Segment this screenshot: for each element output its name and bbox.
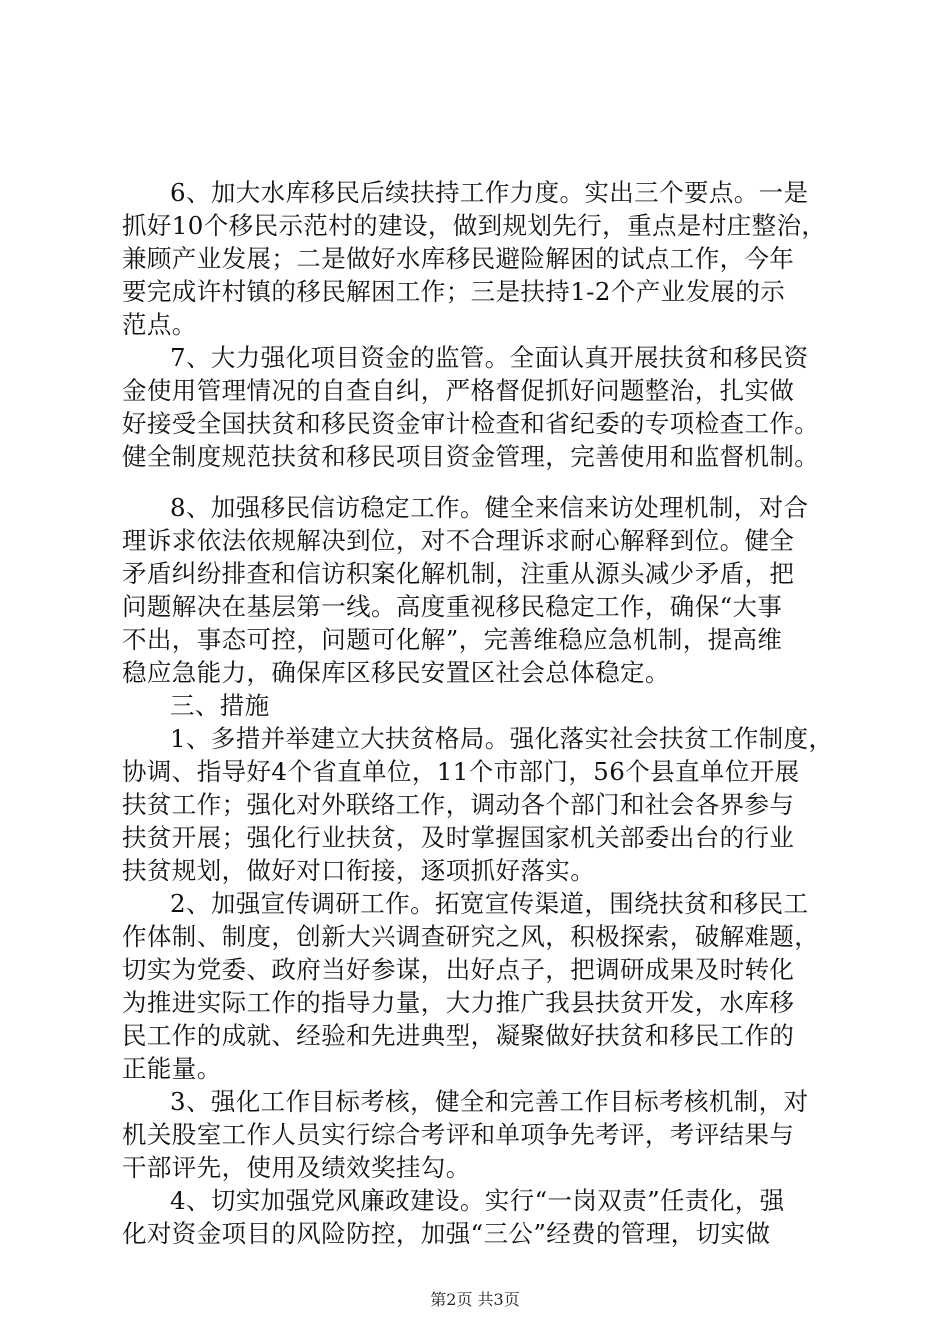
paragraph-line: 要完成许村镇的移民解困工作；三是扶持1-2个产业发展的示: [122, 277, 786, 306]
paragraph-line: 稳应急能力，确保库区移民安置区社会总体稳定。: [122, 658, 670, 687]
paragraph-line: 扶贫规划，做好对口衔接，逐项抓好落实。: [122, 856, 596, 885]
paragraph-line: 兼顾产业发展；二是做好水库移民避险解困的试点工作，今年: [122, 244, 795, 273]
paragraph-line: 健全制度规范扶贫和移民项目资金管理，完善使用和监督机制。: [122, 442, 820, 471]
paragraph-line: 2、加强宣传调研工作。拓宽宣传渠道，围绕扶贫和移民工: [170, 889, 809, 918]
paragraph-line: 范点。: [122, 310, 197, 339]
paragraph-line: 切实为党委、政府当好参谋，出好点子，把调研成果及时转化: [122, 955, 795, 984]
paragraph-line: 金使用管理情况的自查自纠，严格督促抓好问题整治，扎实做: [122, 376, 795, 405]
paragraph-line: 机关股室工作人员实行综合考评和单项争先考评，考评结果与: [122, 1120, 795, 1149]
paragraph-line: 扶贫开展；强化行业扶贫，及时掌握国家机关部委出台的行业: [122, 823, 795, 852]
paragraph-line: 6、加大水库移民后续扶持工作力度。实出三个要点。一是: [170, 178, 809, 207]
paragraph-line: 理诉求依法依规解决到位，对不合理诉求耐心解释到位。健全: [122, 526, 795, 555]
paragraph-line: 作体制、制度，创新大兴调查研究之风，积极探索，破解难题，: [122, 922, 820, 951]
paragraph-line: 化对资金项目的风险防控，加强“三公”经费的管理，切实做: [122, 1219, 771, 1248]
paragraph-line: 协调、指导好4个省直单位，11个市部门，56个县直单位开展: [122, 757, 800, 786]
paragraph-line: 抓好10个移民示范村的建设，做到规划先行，重点是村庄整治，: [122, 211, 827, 240]
paragraph-line: 3、强化工作目标考核，健全和完善工作目标考核机制，对: [170, 1087, 809, 1116]
paragraph-line: 为推进实际工作的指导力量，大力推广我县扶贫开发，水库移: [122, 988, 795, 1017]
paragraph-line: 8、加强移民信访稳定工作。健全来信来访处理机制，对合: [170, 493, 809, 522]
paragraph-line: 4、切实加强党风廉政建设。实行“一岗双责”任责化，强: [170, 1186, 785, 1215]
paragraph-line: 民工作的成就、经验和先进典型，凝聚做好扶贫和移民工作的: [122, 1021, 795, 1050]
paragraph-line: 正能量。: [122, 1054, 222, 1083]
paragraph-line: 矛盾纠纷排查和信访积案化解机制，注重从源头减少矛盾，把: [122, 559, 795, 588]
paragraph-line: 1、多措并举建立大扶贫格局。强化落实社会扶贫工作制度，: [170, 724, 834, 753]
section-heading: 三、措施: [170, 691, 270, 720]
paragraph-line: 扶贫工作；强化对外联络工作，调动各个部门和社会各界参与: [122, 790, 795, 819]
paragraph-line: 干部评先，使用及绩效奖挂勾。: [122, 1153, 471, 1182]
page-number-footer: 第2页 共3页: [430, 1290, 520, 1309]
paragraph-line: 7、大力强化项目资金的监管。全面认真开展扶贫和移民资: [170, 343, 809, 372]
paragraph-line: 好接受全国扶贫和移民资金审计检查和省纪委的专项检查工作。: [122, 409, 820, 438]
paragraph-line: 问题解决在基层第一线。高度重视移民稳定工作，确保“大事: [122, 592, 783, 621]
paragraph-line: 不出，事态可控，问题可化解”，完善维稳应急机制，提高维: [122, 625, 783, 654]
